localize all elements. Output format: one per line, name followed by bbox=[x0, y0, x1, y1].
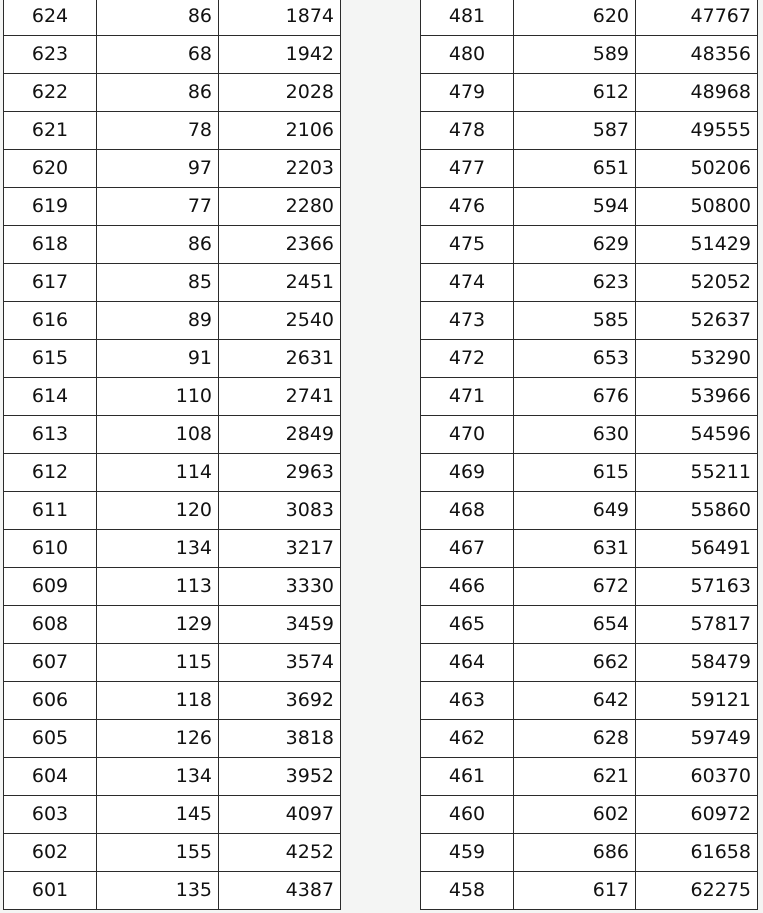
table-row bbox=[4, 530, 341, 568]
count-cell: 135 bbox=[97, 872, 219, 910]
score-cell: 605 bbox=[4, 720, 97, 758]
count-cell: 85 bbox=[97, 264, 219, 302]
cumulative-cell: 60370 bbox=[636, 758, 758, 796]
table-row bbox=[421, 530, 758, 568]
cumulative-cell: 3574 bbox=[219, 644, 341, 682]
score-cell: 472 bbox=[421, 340, 514, 378]
cumulative-cell: 2106 bbox=[219, 112, 341, 150]
score-table-left bbox=[3, 0, 341, 910]
score-cell: 608 bbox=[4, 606, 97, 644]
count-cell: 617 bbox=[514, 872, 636, 910]
cumulative-cell: 3217 bbox=[219, 530, 341, 568]
table-row bbox=[421, 568, 758, 606]
table-row bbox=[4, 74, 341, 112]
table-row bbox=[4, 378, 341, 416]
table-row bbox=[4, 302, 341, 340]
score-cell: 461 bbox=[421, 758, 514, 796]
cumulative-cell: 55860 bbox=[636, 492, 758, 530]
count-cell: 653 bbox=[514, 340, 636, 378]
score-cell: 468 bbox=[421, 492, 514, 530]
score-cell: 471 bbox=[421, 378, 514, 416]
table-row bbox=[4, 264, 341, 302]
cumulative-cell: 51429 bbox=[636, 226, 758, 264]
score-cell: 463 bbox=[421, 682, 514, 720]
count-cell: 108 bbox=[97, 416, 219, 454]
score-cell: 480 bbox=[421, 36, 514, 74]
cumulative-cell: 3818 bbox=[219, 720, 341, 758]
cumulative-cell: 1942 bbox=[219, 36, 341, 74]
count-cell: 615 bbox=[514, 454, 636, 492]
count-cell: 126 bbox=[97, 720, 219, 758]
table-row bbox=[421, 606, 758, 644]
table-row bbox=[4, 606, 341, 644]
table-row bbox=[4, 454, 341, 492]
score-cell: 473 bbox=[421, 302, 514, 340]
score-cell: 474 bbox=[421, 264, 514, 302]
count-cell: 662 bbox=[514, 644, 636, 682]
score-cell: 475 bbox=[421, 226, 514, 264]
count-cell: 623 bbox=[514, 264, 636, 302]
count-cell: 78 bbox=[97, 112, 219, 150]
cumulative-cell: 52052 bbox=[636, 264, 758, 302]
score-cell: 462 bbox=[421, 720, 514, 758]
score-cell: 470 bbox=[421, 416, 514, 454]
score-cell: 620 bbox=[4, 150, 97, 188]
cumulative-cell: 59749 bbox=[636, 720, 758, 758]
table-row bbox=[421, 112, 758, 150]
cumulative-cell: 47767 bbox=[636, 0, 758, 36]
cumulative-cell: 58479 bbox=[636, 644, 758, 682]
count-cell: 602 bbox=[514, 796, 636, 834]
score-cell: 616 bbox=[4, 302, 97, 340]
score-cell: 476 bbox=[421, 188, 514, 226]
table-row bbox=[421, 796, 758, 834]
cumulative-cell: 53966 bbox=[636, 378, 758, 416]
count-cell: 89 bbox=[97, 302, 219, 340]
count-cell: 115 bbox=[97, 644, 219, 682]
score-cell: 477 bbox=[421, 150, 514, 188]
count-cell: 91 bbox=[97, 340, 219, 378]
table-row bbox=[4, 416, 341, 454]
score-cell: 478 bbox=[421, 112, 514, 150]
table-row bbox=[421, 682, 758, 720]
count-cell: 134 bbox=[97, 530, 219, 568]
count-cell: 68 bbox=[97, 36, 219, 74]
table-row bbox=[4, 150, 341, 188]
cumulative-cell: 55211 bbox=[636, 454, 758, 492]
cumulative-cell: 57163 bbox=[636, 568, 758, 606]
cumulative-cell: 2631 bbox=[219, 340, 341, 378]
table-row bbox=[4, 112, 341, 150]
count-cell: 113 bbox=[97, 568, 219, 606]
cumulative-cell: 4097 bbox=[219, 796, 341, 834]
cumulative-cell: 2203 bbox=[219, 150, 341, 188]
score-cell: 465 bbox=[421, 606, 514, 644]
cumulative-cell: 3692 bbox=[219, 682, 341, 720]
score-cell: 619 bbox=[4, 188, 97, 226]
table-row bbox=[421, 188, 758, 226]
table-row bbox=[4, 568, 341, 606]
cumulative-cell: 2451 bbox=[219, 264, 341, 302]
count-cell: 110 bbox=[97, 378, 219, 416]
cumulative-cell: 2366 bbox=[219, 226, 341, 264]
score-cell: 467 bbox=[421, 530, 514, 568]
table-row bbox=[4, 758, 341, 796]
cumulative-cell: 49555 bbox=[636, 112, 758, 150]
count-cell: 134 bbox=[97, 758, 219, 796]
cumulative-cell: 48968 bbox=[636, 74, 758, 112]
count-cell: 587 bbox=[514, 112, 636, 150]
count-cell: 594 bbox=[514, 188, 636, 226]
score-cell: 624 bbox=[4, 0, 97, 36]
table-row bbox=[421, 340, 758, 378]
table-row bbox=[4, 796, 341, 834]
score-cell: 615 bbox=[4, 340, 97, 378]
count-cell: 649 bbox=[514, 492, 636, 530]
table-row bbox=[4, 644, 341, 682]
count-cell: 155 bbox=[97, 834, 219, 872]
score-cell: 466 bbox=[421, 568, 514, 606]
count-cell: 686 bbox=[514, 834, 636, 872]
table-row bbox=[421, 264, 758, 302]
table-row bbox=[421, 758, 758, 796]
cumulative-cell: 57817 bbox=[636, 606, 758, 644]
count-cell: 86 bbox=[97, 0, 219, 36]
table-row bbox=[421, 644, 758, 682]
cumulative-cell: 4252 bbox=[219, 834, 341, 872]
count-cell: 621 bbox=[514, 758, 636, 796]
table-row bbox=[4, 720, 341, 758]
table-row bbox=[421, 302, 758, 340]
score-table-right-body bbox=[421, 0, 758, 910]
count-cell: 654 bbox=[514, 606, 636, 644]
table-row bbox=[421, 454, 758, 492]
score-cell: 469 bbox=[421, 454, 514, 492]
table-row bbox=[421, 36, 758, 74]
cumulative-cell: 2963 bbox=[219, 454, 341, 492]
table-row bbox=[4, 340, 341, 378]
score-cell: 623 bbox=[4, 36, 97, 74]
table-row bbox=[4, 188, 341, 226]
table-row bbox=[421, 872, 758, 910]
score-cell: 464 bbox=[421, 644, 514, 682]
table-row bbox=[421, 0, 758, 36]
score-cell: 459 bbox=[421, 834, 514, 872]
cumulative-cell: 3330 bbox=[219, 568, 341, 606]
cumulative-cell: 60972 bbox=[636, 796, 758, 834]
count-cell: 86 bbox=[97, 226, 219, 264]
cumulative-cell: 50206 bbox=[636, 150, 758, 188]
table-row bbox=[421, 416, 758, 454]
count-cell: 129 bbox=[97, 606, 219, 644]
score-cell: 622 bbox=[4, 74, 97, 112]
count-cell: 628 bbox=[514, 720, 636, 758]
count-cell: 630 bbox=[514, 416, 636, 454]
score-cell: 611 bbox=[4, 492, 97, 530]
table-row bbox=[4, 682, 341, 720]
table-row bbox=[421, 492, 758, 530]
score-cell: 617 bbox=[4, 264, 97, 302]
count-cell: 86 bbox=[97, 74, 219, 112]
score-cell: 604 bbox=[4, 758, 97, 796]
cumulative-cell: 54596 bbox=[636, 416, 758, 454]
score-cell: 606 bbox=[4, 682, 97, 720]
table-row bbox=[421, 378, 758, 416]
score-cell: 614 bbox=[4, 378, 97, 416]
score-cell: 610 bbox=[4, 530, 97, 568]
score-cell: 612 bbox=[4, 454, 97, 492]
score-cell: 607 bbox=[4, 644, 97, 682]
count-cell: 97 bbox=[97, 150, 219, 188]
count-cell: 672 bbox=[514, 568, 636, 606]
score-table-left-body bbox=[4, 0, 341, 910]
cumulative-cell: 3952 bbox=[219, 758, 341, 796]
cumulative-cell: 59121 bbox=[636, 682, 758, 720]
score-cell: 479 bbox=[421, 74, 514, 112]
cumulative-cell: 2741 bbox=[219, 378, 341, 416]
score-cell: 603 bbox=[4, 796, 97, 834]
score-cell: 460 bbox=[421, 796, 514, 834]
count-cell: 585 bbox=[514, 302, 636, 340]
count-cell: 629 bbox=[514, 226, 636, 264]
cumulative-cell: 1874 bbox=[219, 0, 341, 36]
count-cell: 118 bbox=[97, 682, 219, 720]
cumulative-cell: 2540 bbox=[219, 302, 341, 340]
table-row bbox=[4, 492, 341, 530]
score-cell: 458 bbox=[421, 872, 514, 910]
count-cell: 589 bbox=[514, 36, 636, 74]
score-table-right bbox=[420, 0, 758, 910]
count-cell: 676 bbox=[514, 378, 636, 416]
cumulative-cell: 62275 bbox=[636, 872, 758, 910]
table-row bbox=[421, 834, 758, 872]
score-cell: 618 bbox=[4, 226, 97, 264]
count-cell: 620 bbox=[514, 0, 636, 36]
table-row bbox=[421, 226, 758, 264]
table-row bbox=[4, 872, 341, 910]
table-row bbox=[421, 150, 758, 188]
cumulative-cell: 53290 bbox=[636, 340, 758, 378]
table-row bbox=[4, 36, 341, 74]
table-row bbox=[4, 226, 341, 264]
cumulative-cell: 50800 bbox=[636, 188, 758, 226]
cumulative-cell: 56491 bbox=[636, 530, 758, 568]
count-cell: 114 bbox=[97, 454, 219, 492]
table-row bbox=[4, 0, 341, 36]
cumulative-cell: 3459 bbox=[219, 606, 341, 644]
score-cell: 613 bbox=[4, 416, 97, 454]
cumulative-cell: 2280 bbox=[219, 188, 341, 226]
cumulative-cell: 48356 bbox=[636, 36, 758, 74]
score-cell: 481 bbox=[421, 0, 514, 36]
count-cell: 77 bbox=[97, 188, 219, 226]
table-row bbox=[4, 834, 341, 872]
cumulative-cell: 4387 bbox=[219, 872, 341, 910]
cumulative-cell: 2849 bbox=[219, 416, 341, 454]
cumulative-cell: 52637 bbox=[636, 302, 758, 340]
score-cell: 602 bbox=[4, 834, 97, 872]
count-cell: 651 bbox=[514, 150, 636, 188]
count-cell: 631 bbox=[514, 530, 636, 568]
table-row bbox=[421, 720, 758, 758]
table-row bbox=[421, 74, 758, 112]
count-cell: 612 bbox=[514, 74, 636, 112]
cumulative-cell: 61658 bbox=[636, 834, 758, 872]
score-cell: 621 bbox=[4, 112, 97, 150]
cumulative-cell: 3083 bbox=[219, 492, 341, 530]
cumulative-cell: 2028 bbox=[219, 74, 341, 112]
score-cell: 601 bbox=[4, 872, 97, 910]
count-cell: 120 bbox=[97, 492, 219, 530]
count-cell: 145 bbox=[97, 796, 219, 834]
count-cell: 642 bbox=[514, 682, 636, 720]
score-cell: 609 bbox=[4, 568, 97, 606]
